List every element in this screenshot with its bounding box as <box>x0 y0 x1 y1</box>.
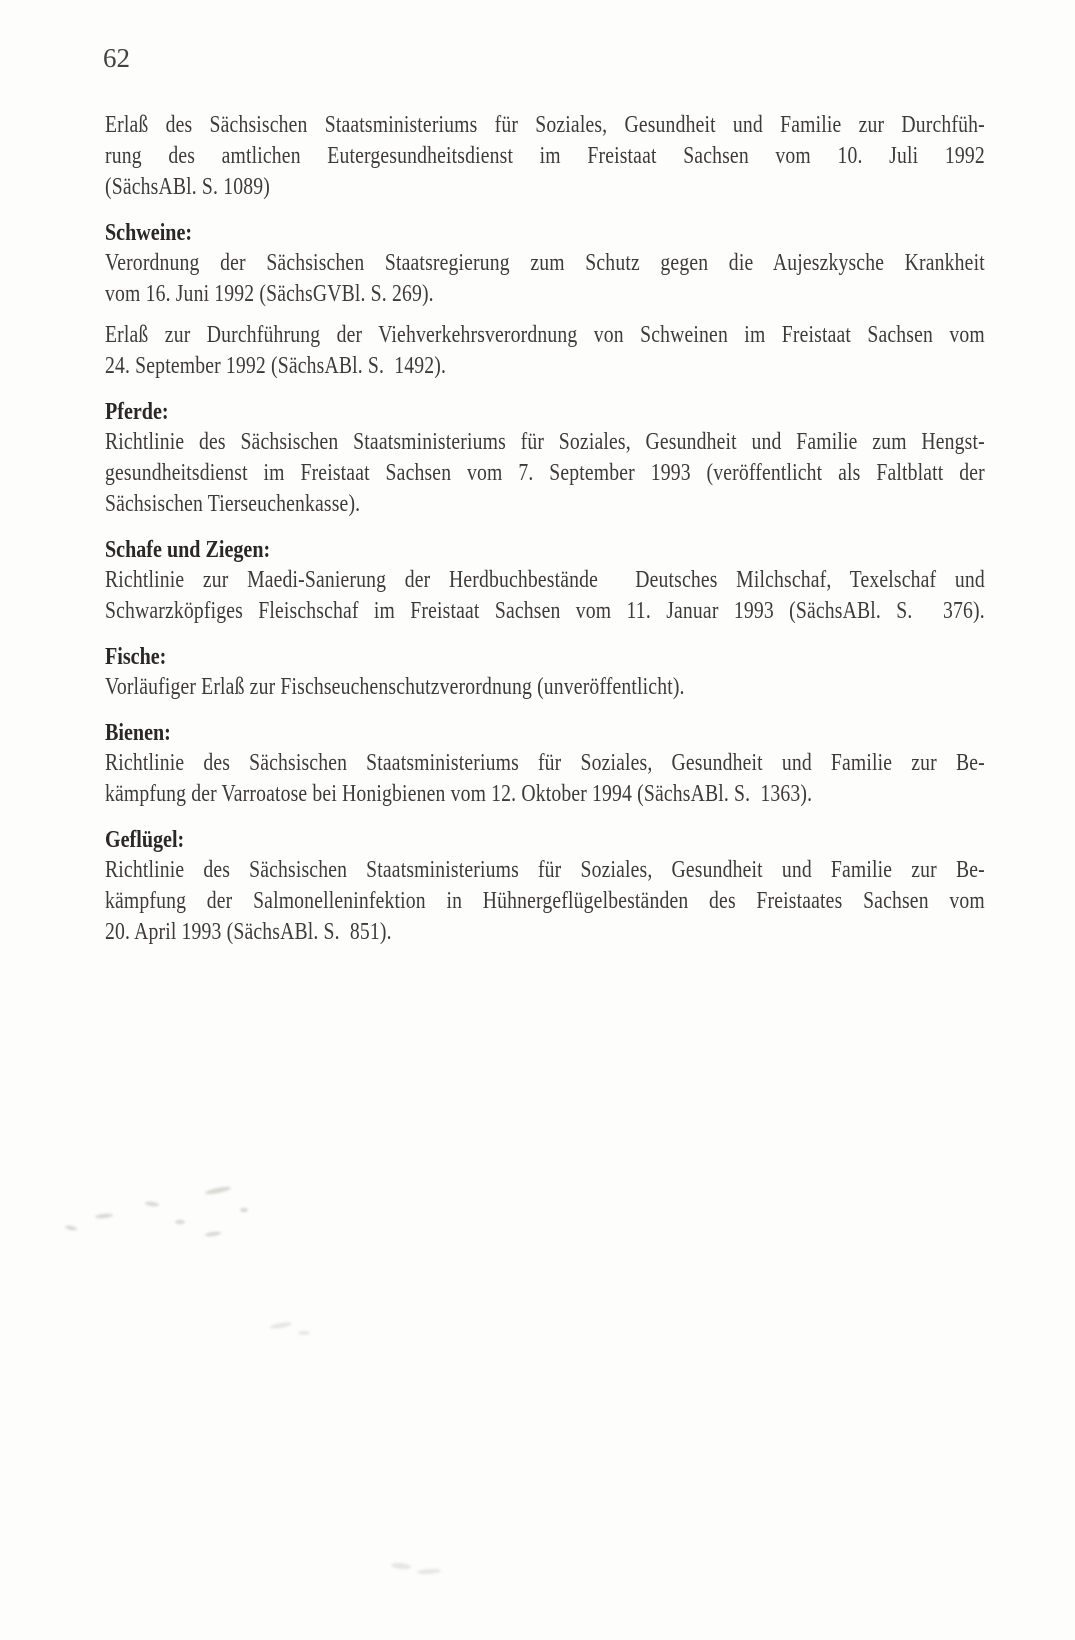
text-line: Richtlinie zur Maedi-Sanierung der Herdbuchbestände Deutsches Milchschaf, Texelschaf und <box>105 567 985 593</box>
paragraph <box>105 248 985 310</box>
section-heading-gefluegel: Geflügel: <box>105 826 185 853</box>
text-line: kämpfung der Varroatose bei Honigbienen vom 12. Oktober 1994 (SächsABl. S. 1363). <box>105 781 813 807</box>
scan-smudge <box>55 1180 285 1240</box>
scan-smudge <box>385 1555 455 1585</box>
section-heading-fische: Fische: <box>105 643 167 670</box>
text-line: rung des amtlichen Eutergesundheitsdienst im Freistaat Sachsen vom 10. Juli 1992 <box>105 143 985 169</box>
text-line: Richtlinie des Sächsischen Staatsministeriums für Soziales, Gesundheit und Familie zur Be- <box>105 750 985 776</box>
paragraph <box>105 672 985 703</box>
section-heading-bienen: Bienen: <box>105 719 171 746</box>
section-heading-schweine: Schweine: <box>105 219 193 246</box>
text-line: Erlaß des Sächsischen Staatsministeriums für Soziales, Gesundheit und Familie zur Durchfüh- <box>105 112 985 138</box>
text-line: Schwarzköpfiges Fleischschaf im Freistaat Sachsen vom 11. Januar 1993 (SächsABl. S. 376). <box>105 598 985 624</box>
text-line: vom 16. Juni 1992 (SächsGVBl. S. 269). <box>105 281 434 307</box>
document-content <box>105 110 985 948</box>
text-line: Richtlinie des Sächsischen Staatsministeriums für Soziales, Gesundheit und Familie zum Hengst- <box>105 429 985 455</box>
text-line: Vorläufiger Erlaß zur Fischseuchenschutzverordnung (unveröffentlicht). <box>105 674 685 700</box>
text-line: 20. April 1993 (SächsABl. S. 851). <box>105 919 392 945</box>
text-line: Sächsischen Tierseuchenkasse). <box>105 491 361 517</box>
text-line: 24. September 1992 (SächsABl. S. 1492). <box>105 353 447 379</box>
section-heading-pferde: Pferde: <box>105 398 169 425</box>
intro-paragraph <box>105 110 985 203</box>
paragraph <box>105 565 985 627</box>
text-line: kämpfung der Salmonelleninfektion in Hühnergeflügelbeständen des Freistaates Sachsen vom <box>105 888 985 914</box>
page-number: 62 <box>103 43 130 73</box>
paragraph <box>105 320 985 382</box>
scan-smudge <box>250 1315 330 1345</box>
paragraph <box>105 855 985 948</box>
text-line: Verordnung der Sächsischen Staatsregierung zum Schutz gegen die Aujeszkysche Krankheit <box>105 250 985 276</box>
text-line: Erlaß zur Durchführung der Viehverkehrsverordnung von Schweinen im Freistaat Sachsen vom <box>105 322 985 348</box>
text-line: gesundheitsdienst im Freistaat Sachsen vom 7. September 1993 (veröffentlicht als Faltblatt der <box>105 460 985 486</box>
section-heading-schafe-und-ziegen: Schafe und Ziegen: <box>105 536 271 563</box>
paragraph <box>105 427 985 520</box>
text-line: Richtlinie des Sächsischen Staatsministeriums für Soziales, Gesundheit und Familie zur Be- <box>105 857 985 883</box>
paragraph <box>105 748 985 810</box>
text-line: (SächsABl. S. 1089) <box>105 174 270 200</box>
